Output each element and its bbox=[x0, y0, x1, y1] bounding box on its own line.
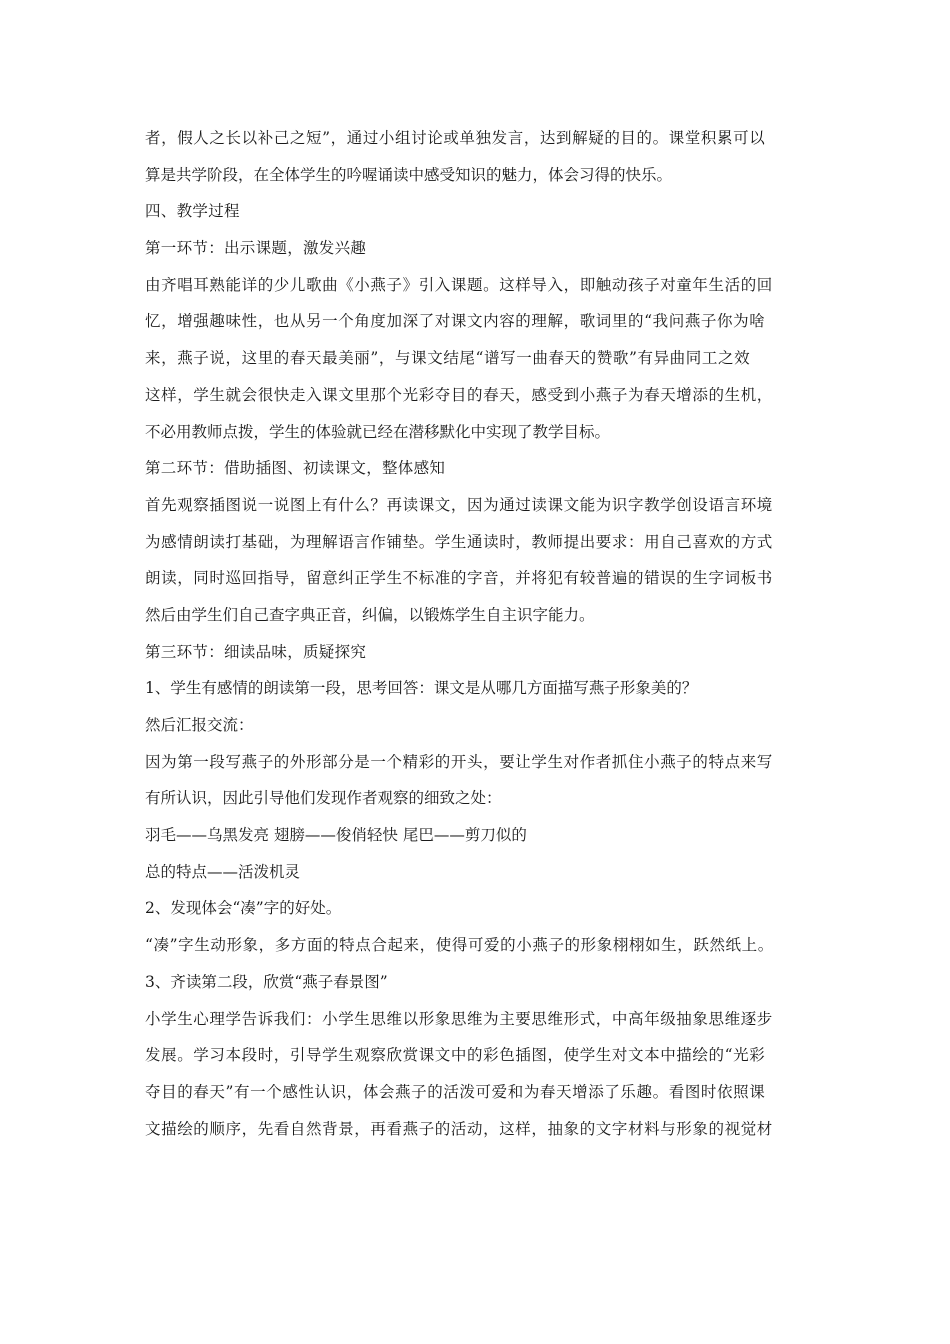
text-line: 小学生心理学告诉我们：小学生思维以形象思维为主要思维形式，中高年级抽象思维逐步 bbox=[145, 1009, 773, 1028]
text-line: 羽毛——乌黑发亮 翅膀——俊俏轻快 尾巴——剪刀似的 bbox=[145, 826, 527, 845]
text-line: 因为第一段写燕子的外形部分是一个精彩的开头，要让学生对作者抓住小燕子的特点来写 bbox=[145, 752, 773, 771]
subsection-heading: 第三环节：细读品味，质疑探究 bbox=[145, 642, 367, 661]
text-line: 然后汇报交流： bbox=[145, 716, 254, 734]
text-line: 者，假人之长以补己之短”，通过小组讨论或单独发言，达到解疑的目的。课堂积累可以 bbox=[145, 129, 766, 147]
text-line: 有所认识，因此引导他们发现作者观察的细致之处： bbox=[145, 789, 502, 808]
text-line: 朗读，同时巡回指导，留意纠正学生不标准的字音，并将犯有较普遍的错误的生字词板书 bbox=[145, 569, 773, 588]
text-line: “凑”字生动形象，多方面的特点合起来，使得可爱的小燕子的形象栩栩如生，跃然纸上。 bbox=[145, 936, 774, 955]
text-line: 为感情朗读打基础，为理解语言作铺垫。学生通读时，教师提出要求：用自己喜欢的方式 bbox=[145, 532, 773, 551]
section-heading: 四、教学过程 bbox=[145, 202, 240, 221]
list-item: 1、学生有感情的朗读第一段，思考回答：课文是从哪几方面描写燕子形象美的？ bbox=[145, 679, 698, 698]
text-line: 不必用教师点拨，学生的体验就已经在潜移默化中实现了教学目标。 bbox=[145, 422, 611, 441]
text-line: 来，燕子说，这里的春天最美丽”，与课文结尾“谱写一曲春天的赞歌”有异曲同工之效 bbox=[145, 349, 751, 368]
list-item: 3、齐读第二段，欣赏“燕子春景图” bbox=[145, 972, 388, 991]
text-line: 算是共学阶段，在全体学生的吟喔诵读中感受知识的魅力，体会习得的快乐。 bbox=[145, 165, 673, 184]
text-line: 然后由学生们自己查字典正音，纠偏，以锻炼学生自主识字能力。 bbox=[145, 605, 595, 624]
text-line: 这样，学生就会很快走入课文里那个光彩夺目的春天，感受到小燕子为春天增添的生机， bbox=[145, 385, 773, 404]
document-body bbox=[145, 124, 810, 1151]
text-line: 总的特点——活泼机灵 bbox=[145, 862, 301, 881]
subsection-heading: 第二环节：借助插图、初读课文，整体感知 bbox=[145, 459, 446, 478]
text-line: 夺目的春天”有一个感性认识，体会燕子的活泼可爱和为春天增添了乐趣。看图时依照课 bbox=[145, 1082, 766, 1101]
text-line: 由齐唱耳熟能详的少儿歌曲《小燕子》引入课题。这样导入，即触动孩子对童年生活的回 bbox=[145, 275, 773, 294]
text-line: 发展。学习本段时，引导学生观察欣赏课文中的彩色插图，使学生对文本中描绘的“光彩 bbox=[145, 1046, 766, 1065]
text-line: 首先观察插图说一说图上有什么？再读课文，因为通过读课文能为识字教学创设语言环境 bbox=[145, 495, 773, 514]
subsection-heading: 第一环节：出示课题，激发兴趣 bbox=[145, 239, 367, 258]
text-line: 文描绘的顺序，先看自然背景，再看燕子的活动，这样，抽象的文字材料与形象的视觉材 bbox=[145, 1119, 773, 1138]
text-line: 忆，增强趣味性，也从另一个角度加深了对课文内容的理解，歌词里的“我问燕子你为啥 bbox=[145, 312, 766, 331]
list-item: 2、发现体会“凑”字的好处。 bbox=[145, 899, 342, 918]
